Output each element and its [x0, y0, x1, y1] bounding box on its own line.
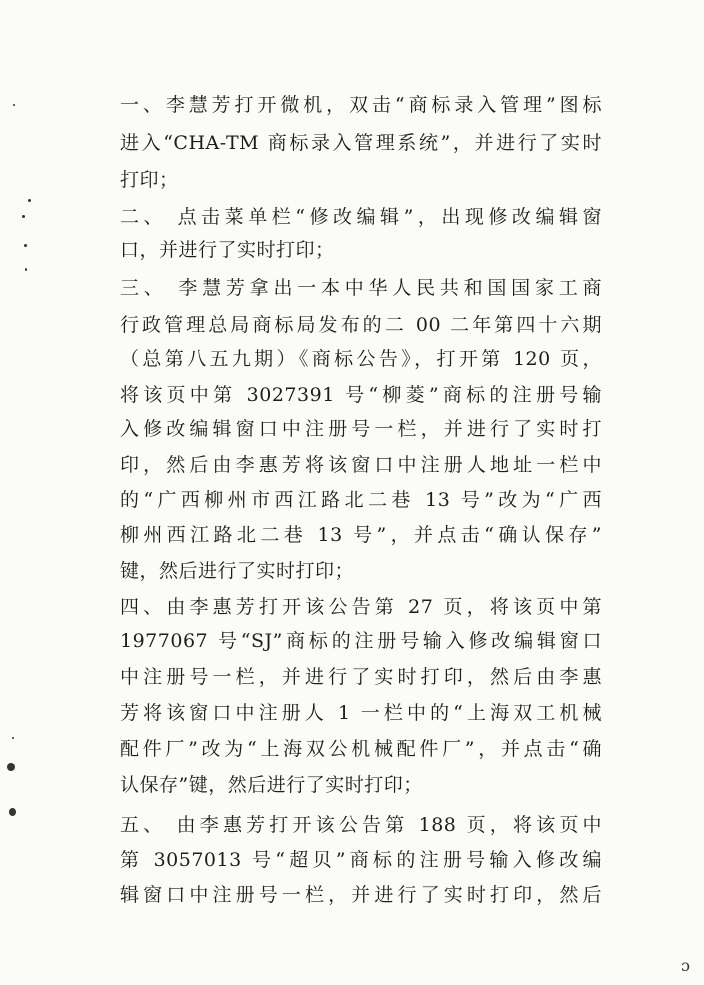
scan-speck: [9, 808, 16, 816]
text-line: 五、 由李惠芳打开该公告第 188 页，将该页中: [120, 814, 602, 836]
text-line: 的“广西柳州市西江路北二巷 13 号”改为“广西: [120, 489, 602, 511]
text-line: 印，然后由李惠芳将该窗口中注册人地址一栏中: [120, 454, 602, 476]
scan-speck: [12, 737, 14, 739]
text-line: 第 3057013 号“超贝”商标的注册号输入修改编: [120, 849, 602, 871]
text-line: 芳将该窗口中注册人 1 一栏中的“上海双工机械: [120, 702, 602, 724]
scan-speck: [24, 244, 27, 247]
scan-speck: [28, 199, 31, 202]
text-line: 配件厂”改为“上海双公机械配件厂”，并点击“确: [120, 738, 602, 760]
text-line: 打印；: [120, 169, 179, 191]
text-line: 1977067 号“SJ”商标的注册号输入修改编辑窗口: [120, 630, 602, 652]
corner-mark: ɔ: [681, 956, 690, 975]
text-line: 三、 李慧芳拿出一本中华人民共和国国家工商: [120, 277, 602, 299]
text-line: 进入“CHA-TM 商标录入管理系统”，并进行了实时: [120, 132, 602, 154]
text-line: 柳州西江路北二巷 13 号”，并点击“确认保存”: [120, 524, 602, 546]
text-line: 行政管理总局商标局发布的二 00 二年第四十六期: [120, 314, 602, 336]
text-line: 口，并进行了实时打印；: [120, 239, 335, 261]
scan-speck: [13, 104, 15, 106]
text-line: 辑窗口中注册号一栏，并进行了实时打印，然后: [120, 884, 602, 906]
text-line: 中注册号一栏，并进行了实时打印，然后由李惠: [120, 666, 602, 688]
text-line: 一、李慧芳打开微机，双击“商标录入管理”图标: [120, 94, 602, 116]
text-line: （总第八五九期）《商标公告》，打开第 120 页，: [120, 348, 602, 370]
text-line: 入修改编辑窗口中注册号一栏，并进行了实时打: [120, 418, 602, 440]
scan-speck: [22, 215, 25, 218]
scan-speck: [7, 763, 15, 771]
text-line: 认保存”键，然后进行了实时打印；: [120, 774, 423, 796]
text-line: 键，然后进行了实时打印；: [120, 560, 355, 582]
text-line: 二、 点击菜单栏“修改编辑”，出现修改编辑窗: [120, 206, 602, 228]
text-line: 将该页中第 3027391 号“柳菱”商标的注册号输: [120, 384, 602, 406]
text-line: 四、由李惠芳打开该公告第 27 页，将该页中第: [120, 596, 602, 618]
scan-speck: [25, 268, 27, 271]
